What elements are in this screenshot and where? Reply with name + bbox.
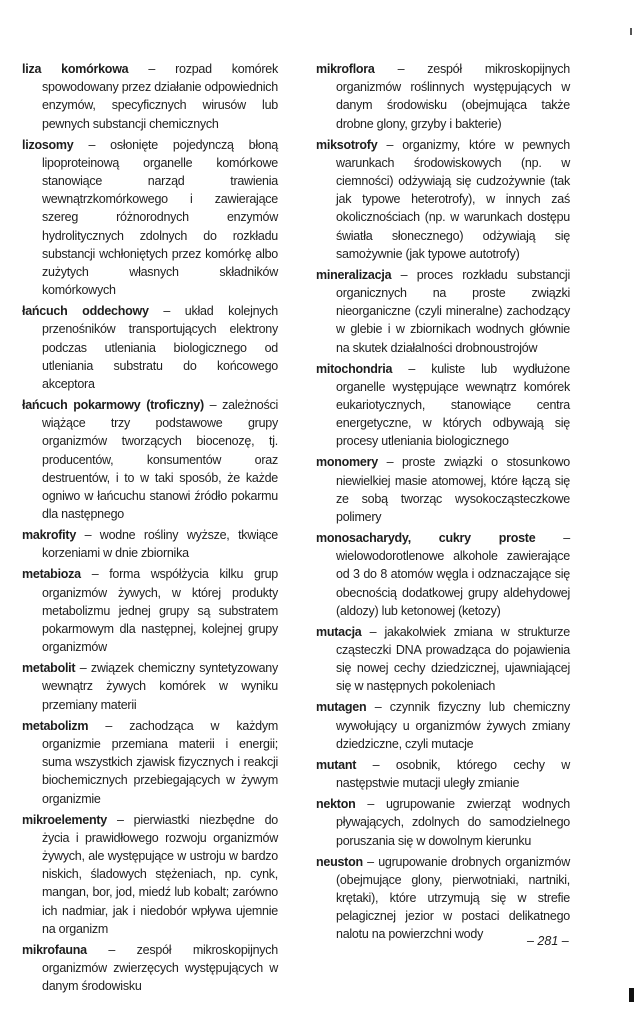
- entry-definition: – osobnik, którego cechy w następstwie mutacji uległy zmianie: [336, 757, 570, 791]
- glossary-entry: [22, 302, 278, 393]
- glossary-entry: [316, 136, 570, 263]
- entry-definition: – układ kolejnych przenośników transportujących elektrony podczas utleniania biologicznego od utleniania substratu do końcowego akceptora: [42, 304, 278, 392]
- glossary-entry: [22, 396, 278, 523]
- glossary-entry: [316, 756, 570, 792]
- entry-definition: – organizmy, które w pewnych warunkach środowiskowych (np. w ciemności) odżywiają się cudzożywnie (tak jak typowe heterotrofy), w innych zaś okolicznościach (np. w warunkach dostępu światła słonecznego) odżywiają się samożywnie (jak typowe autotrofy): [336, 137, 570, 261]
- glossary-entry: [22, 659, 278, 714]
- glossary-entry: [22, 565, 278, 656]
- glossary-entry: [316, 360, 570, 451]
- entry-definition: – kuliste lub wydłużone organelle występujące wewnątrz komórek eukariotycznych, stanowiące centra energetyczne, w których odbywają się procesy utleniania biologicznego: [336, 361, 570, 449]
- glossary-entry: [22, 526, 278, 562]
- entry-definition: – osłonięte pojedynczą błoną lipoproteinową organelle komórkowe stanowiące narząd trawienia wewnątrzkomórkowego i zawierające szereg różnorodnych enzymów hydrolitycznych zdolnych do rozkładu substancji wchłoniętych przez komórkę albo zużytych własnych składników komórkowych: [42, 137, 278, 298]
- glossary-entry: [316, 529, 570, 620]
- right-column: [316, 60, 570, 946]
- entry-term: łańcuch oddechowy: [22, 304, 149, 319]
- entry-term: mineralizacja: [316, 267, 392, 282]
- glossary-entry: [316, 453, 570, 526]
- entry-definition: – proste związki o stosunkowo niewielkiej masie atomowej, które łączą się ze sobą tworząc wysokocząsteczkowe polimery: [336, 455, 570, 525]
- entry-term: mikrofauna: [22, 942, 87, 957]
- glossary-entry: [316, 623, 570, 696]
- entry-definition: – pierwiastki niezbędne do życia i prawidłowego rozwoju organizmów żywych, ale występujące w ustroju w bardzo niskich, śladowych stężeniach, np. cynk, mangan, bor, jod, miedź lub kobalt; zarówno ich nadmiar, jak i niedobór wpływa ujemnie na organizm: [42, 812, 278, 936]
- entry-definition: – proces rozkładu substancji organicznych na proste związki nieorganiczne (czyli mineralne) zachodzący w glebie i w zbiornikach wodnych głównie na skutek działalności drobnoustrojów: [336, 267, 570, 355]
- entry-term: monosacharydy, cukry proste: [316, 531, 536, 546]
- entry-term: mutant: [316, 757, 357, 772]
- glossary-entry: [22, 941, 278, 996]
- entry-definition: – zespół mikroskopijnych organizmów zwierzęcych występujących w danym środowisku: [42, 942, 278, 994]
- glossary-entry: [22, 60, 278, 133]
- entry-term: liza komórkowa: [22, 62, 129, 76]
- entry-term: metabioza: [22, 567, 81, 582]
- page-number: – 281 –: [527, 934, 569, 948]
- entry-definition: – zależności wiążące trzy podstawowe grupy organizmów tworzących biocenozę, tj. producentów, konsumentów oraz destruentów, i to w taki sposób, że każde ogniwo w łańcuchu stanowi źródło pokarmu dla następnego: [42, 398, 279, 522]
- entry-term: mikroflora: [316, 62, 375, 76]
- entry-definition: – zachodząca w każdym organizmie przemiana materii i energii; suma wszystkich zjawisk fizycznych i reakcji biochemicznych przebiegających w żywym organizmie: [42, 718, 278, 806]
- glossary-entry: [316, 266, 570, 357]
- entry-term: metabolit: [22, 661, 76, 676]
- entry-definition: – wodne rośliny wyższe, tkwiące korzeniami w dnie zbiornika: [42, 528, 278, 561]
- entry-definition: – czynnik fizyczny lub chemiczny wywołujący u organizmów żywych zmiany dziedziczne, czyli mutacje: [336, 700, 570, 751]
- entry-definition: – jakakolwiek zmiana w strukturze cząsteczki DNA prowadząca do pojawienia się nowej cechy dziedzicznej, ujawniającej się w następnych pokoleniach: [336, 624, 570, 694]
- entry-definition: – rozpad komórek spowodowany przez działanie odpowiednich enzymów, specyficznych wirusów lub pewnych substancji chemicznych: [42, 62, 278, 131]
- glossary-entry: [22, 811, 278, 938]
- entry-definition: – forma współżycia kilku grup organizmów żywych, w której produkty metabolizmu jednej grupy są substratem pokarmowym dla następnej, kolejnej grupy organizmów: [42, 567, 278, 655]
- left-column: [22, 60, 278, 998]
- entry-term: mutagen: [316, 700, 367, 715]
- glossary-entry: [316, 60, 570, 133]
- entry-definition: – wielowodorotlenowe alkohole zawierające od 3 do 8 atomów węgla i odznaczające się obecnością dodatkowej grupy aldehydowej (aldozy) lub ketonowej (ketozy): [336, 531, 570, 618]
- entry-term: mitochondria: [316, 361, 393, 376]
- entry-definition: – ugrupowanie zwierząt wodnych pływających, zdolnych do samodzielnego poruszania się w dowolnym kierunku: [336, 797, 570, 848]
- entry-definition: – ugrupowanie drobnych organizmów (obejmujące glony, pierwotniaki, nartniki, krętaki), które utrzymują się w strefie pelagicznej jezior w postaci delikatnego nalotu na powierzchni wody: [336, 854, 570, 942]
- entry-definition: – związek chemiczny syntetyzowany wewnątrz żywych komórek w wyniku przemiany materii: [42, 661, 278, 712]
- glossary-entry: [316, 698, 570, 753]
- entry-term: metabolizm: [22, 718, 89, 733]
- glossary-entry: [316, 853, 570, 944]
- scan-edge-mark-top: [630, 28, 632, 35]
- entry-term: makrofity: [22, 528, 77, 543]
- entry-term: monomery: [316, 455, 378, 470]
- entry-term: miksotrofy: [316, 137, 378, 152]
- entry-term: łańcuch pokarmowy (troficzny): [22, 398, 204, 413]
- scan-edge-mark-bottom: [629, 988, 634, 1002]
- entry-term: mikroelementy: [22, 812, 107, 827]
- entry-term: lizosomy: [22, 137, 74, 152]
- entry-term: mutacja: [316, 624, 362, 639]
- glossary-entry: [22, 136, 278, 300]
- entry-definition: – zespół mikroskopijnych organizmów roślinnych występujących w danym środowisku (obejmująca także drobne glony, grzyby i bakterie): [336, 62, 570, 131]
- entry-term: nekton: [316, 797, 356, 812]
- glossary-entry: [316, 795, 570, 850]
- entry-term: neuston: [316, 854, 363, 869]
- glossary-entry: [22, 717, 278, 808]
